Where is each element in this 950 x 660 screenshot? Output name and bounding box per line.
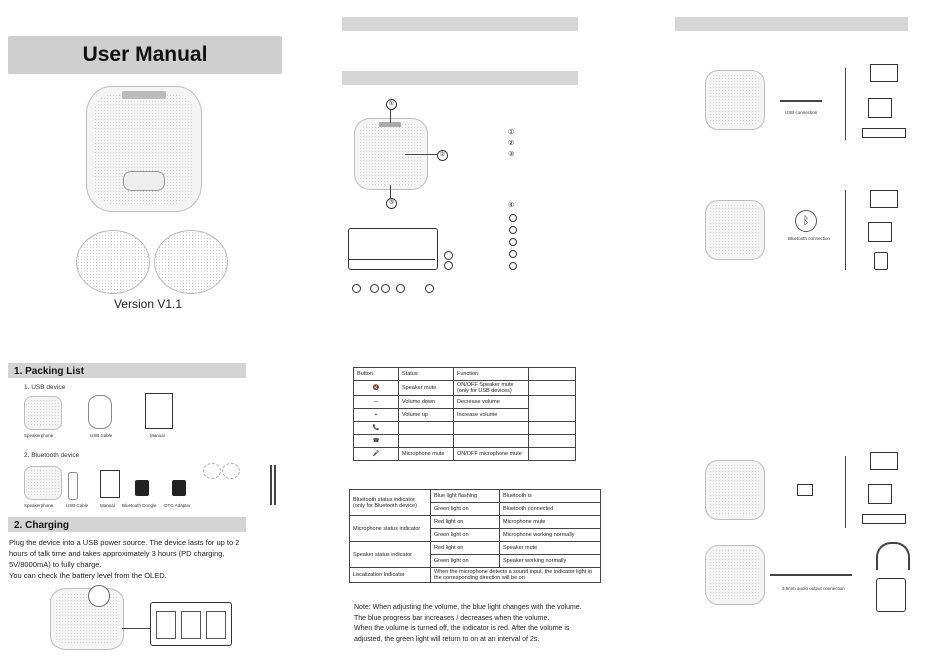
callout-3: ③ (386, 198, 397, 209)
charging-line-4: You can check the battery level from the OLED. (9, 571, 167, 580)
extra-cell (529, 422, 576, 435)
indicator-meaning: Microphone mute (500, 516, 601, 529)
function-cell (454, 435, 529, 448)
extra-cell (529, 435, 576, 448)
wall-plug-icon (181, 611, 201, 639)
laptop-icon (870, 64, 898, 82)
port-callout-2 (370, 284, 379, 293)
indicator-name: Speaker status indicator (350, 542, 431, 568)
status-cell: Volume up (399, 409, 454, 422)
microphone-icon: 🎤 (354, 448, 399, 461)
indicator-state: Green light on (431, 503, 500, 516)
bt-speakerphone-image (24, 466, 62, 500)
usb-cable-line (780, 100, 822, 102)
cable-line (122, 628, 150, 629)
divider-line (270, 465, 272, 505)
bt-manual-image (100, 470, 120, 498)
title-banner (8, 36, 282, 74)
legend-4: ④ (508, 202, 515, 209)
answer-call-icon: 📞 (354, 422, 399, 435)
bt-usb-cable-image (68, 472, 78, 500)
audio-conn-device-image (705, 545, 765, 605)
phone-icon (874, 252, 888, 270)
charging-device-image (50, 588, 124, 650)
note-line-2: The blue progress bar increases / decreases when the volume. (354, 614, 550, 622)
manual-title: User Manual (82, 43, 208, 66)
legend-3: ③ (508, 151, 515, 158)
indicator-meaning: Speaker mute (500, 542, 601, 555)
indicator-state: Blue light flashing (431, 490, 500, 503)
table-row (350, 490, 601, 503)
usb-cable-image (88, 395, 112, 429)
button-table (353, 367, 576, 461)
legend-2: ② (508, 140, 515, 147)
power-adapters-box (150, 602, 232, 646)
hang-up-icon: ☎ (354, 435, 399, 448)
bracket-line-2 (845, 190, 846, 270)
th-status: Status (399, 368, 454, 381)
divider-line-2 (274, 465, 276, 505)
callout-2: ② (437, 150, 448, 161)
otg-adapter-image (172, 480, 186, 496)
volume-down-icon: — (354, 396, 399, 409)
table-row (350, 568, 601, 583)
function-cell: ON/OFF Speaker mute (only for USB devices) (454, 381, 529, 396)
speaker-icon (876, 578, 906, 612)
indicator-meaning: Microphone working normally (500, 529, 601, 542)
function-cell: Decrease volume (454, 396, 529, 409)
status-cell: Microphone mute (399, 448, 454, 461)
bottom-view-image-2 (154, 230, 228, 294)
function-cell: ON/OFF microphone mute (454, 448, 529, 461)
charging-header: 2. Charging (8, 517, 246, 532)
page2-header-bar-1 (342, 17, 578, 31)
usb-speakerphone-image (24, 396, 62, 430)
speakerphone-image (86, 86, 202, 212)
callout-line-3 (390, 185, 391, 198)
laptop-icon-2 (870, 190, 898, 208)
legend-8 (509, 250, 517, 258)
legend-6 (509, 226, 517, 234)
indicator-name: Localization Indicator (350, 568, 431, 583)
function-cell: Increase volume (454, 409, 529, 422)
bottom-view-image (76, 230, 150, 294)
table-row (354, 381, 576, 396)
note-line-1: Note: When adjusting the volume, the blue light changes with the volume. (354, 604, 582, 611)
usb-port-icon (156, 611, 176, 639)
device-box-icon-2 (862, 514, 906, 524)
indicator-name: Bluetooth status indicator (only for Bluetooth device) (350, 490, 431, 516)
legend-9 (509, 262, 517, 270)
bt-connection-label: Bluetooth connection (788, 236, 831, 241)
callout-line-1 (390, 109, 391, 123)
volume-up-icon: + (354, 409, 399, 422)
bt-item-4: Bluetooth Dongle (122, 503, 157, 508)
table-row (350, 516, 601, 529)
port-callout-3 (381, 284, 390, 293)
legend-7 (509, 238, 517, 246)
th-function: Function (454, 368, 529, 381)
indicator-state: Red light on (431, 542, 500, 555)
dongle-conn-device-image (705, 460, 765, 520)
outlet-icon (206, 611, 226, 639)
port-callout-6 (444, 251, 453, 260)
indicator-meaning: Bluetooth is (500, 490, 601, 503)
indicator-table (349, 489, 601, 583)
bt-item-3: Manual (100, 503, 115, 508)
device-box-icon (862, 128, 906, 138)
table-row (354, 435, 576, 448)
usb-item-1: Speakerphone (24, 433, 54, 438)
status-cell (399, 435, 454, 448)
note-line-4: adjusted, the green light will return to on at an interval of 2s. (354, 635, 540, 643)
bt-item-1: Speakerphone (24, 503, 54, 508)
battery-icon (88, 585, 110, 607)
legend-5 (509, 214, 517, 222)
audio-cable-line (770, 574, 852, 576)
audio-connection-label: 3.5mm audio output connection (782, 586, 845, 591)
indicator-meaning: Speaker working normally (500, 555, 601, 568)
callout-1: ① (386, 99, 397, 110)
charging-line-1: Plug the device into a USB power source. The device lasts for up to 2 (9, 538, 240, 547)
accessory-image-2 (222, 463, 240, 479)
legend-numbers-top (508, 127, 514, 160)
page2-header-bar-2 (342, 71, 578, 85)
charging-text (9, 537, 279, 581)
desktop-icon-2 (868, 222, 892, 242)
charging-line-2: hours of talk time and takes approximately 3 hours (PD charging, (9, 549, 225, 558)
legend-1: ① (508, 129, 515, 136)
accessory-image (203, 463, 221, 479)
speaker-mute-icon: 🔇 (354, 381, 399, 396)
status-cell: Volume down (399, 396, 454, 409)
table-row (354, 448, 576, 461)
callout-line-2 (405, 154, 437, 155)
port-callout-4 (396, 284, 405, 293)
bt-conn-device-image (705, 200, 765, 260)
indicator-state: Green light on (431, 555, 500, 568)
table-row (350, 542, 601, 555)
extra-cell (529, 381, 576, 396)
side-view-device-image (348, 228, 438, 270)
function-cell (454, 422, 529, 435)
packing-list-header: 1. Packing List (8, 363, 246, 378)
extra-cell (529, 396, 576, 422)
port-callout-7 (444, 261, 453, 270)
port-callout-5 (425, 284, 434, 293)
desktop-icon (868, 98, 892, 118)
usb-item-2: USB Cable (90, 433, 113, 438)
laptop-icon-3 (870, 452, 898, 470)
usb-conn-device-image (705, 70, 765, 130)
indicator-state: Red light on (431, 516, 500, 529)
table-row (354, 396, 576, 409)
bracket-line-3 (845, 456, 846, 528)
indicator-meaning: Bluetooth connected (500, 503, 601, 516)
extra-cell (529, 448, 576, 461)
th-button: Button (354, 368, 399, 381)
dongle-icon (797, 484, 813, 496)
bt-dongle-image (135, 480, 149, 496)
indicator-state: When the microphone detects a sound input, the indicator light in the corresponding direction will be on (431, 568, 601, 583)
bt-device-label: 2. Bluetooth device (24, 452, 80, 459)
page3-header-bar (675, 17, 908, 31)
table-row (354, 422, 576, 435)
manual-image (145, 393, 173, 429)
legend-numbers-bottom (508, 200, 517, 274)
bt-item-2: USB Cable (66, 503, 89, 508)
headphones-icon (876, 542, 910, 570)
charging-line-3: 5V/8000mA) to fully charge. (9, 560, 102, 569)
th-empty (529, 368, 576, 381)
bluetooth-icon: ᛒ (795, 210, 817, 232)
port-callout-1 (352, 284, 361, 293)
note-line-3: When the volume is turned off, the indicator is red. After the volume is (354, 625, 570, 632)
bt-item-5: OTG Adapter (164, 503, 191, 508)
indicator-state: Green light on (431, 529, 500, 542)
usb-item-3: Manual (150, 433, 165, 438)
indicator-name: Microphone status indicator (350, 516, 431, 542)
status-cell: Speaker mute (399, 381, 454, 396)
bracket-line (845, 68, 846, 140)
volume-note (354, 603, 604, 645)
usb-device-label: 1. USB device (24, 384, 66, 391)
usb-connection-label: USB connection (785, 110, 818, 115)
desktop-icon-3 (868, 484, 892, 504)
status-cell (399, 422, 454, 435)
version-text: Version V1.1 (113, 297, 183, 311)
